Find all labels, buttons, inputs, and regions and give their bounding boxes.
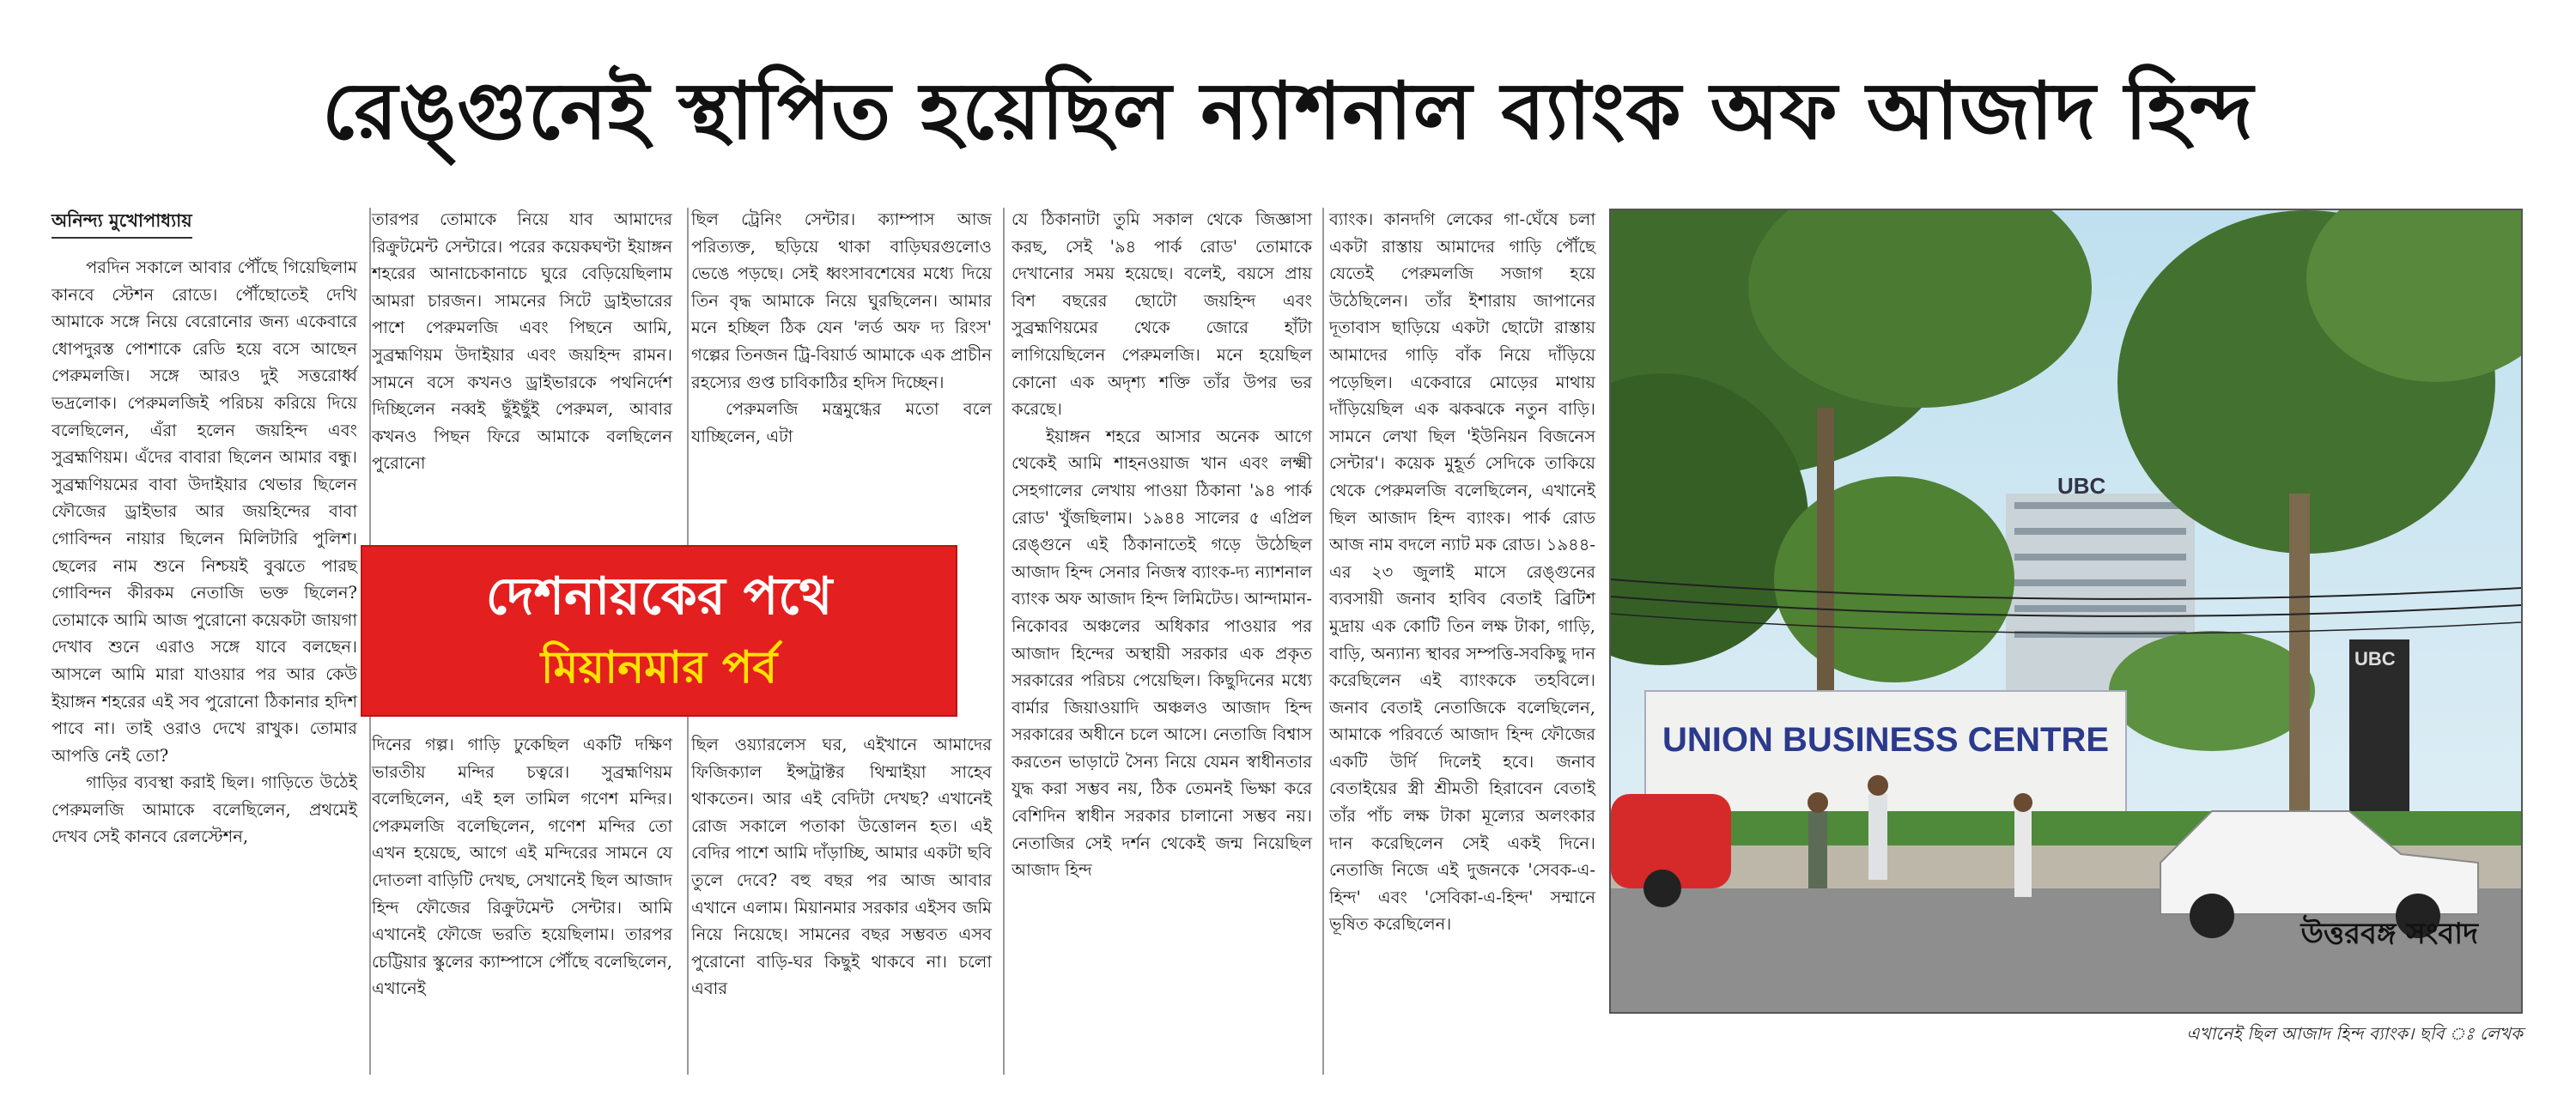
building-sign: UNION BUSINESS CENTRE xyxy=(1662,721,2110,759)
article-column-2 xyxy=(372,206,672,477)
paragraph: পরদিন সকালে আবার পৌঁছে গিয়েছিলাম কানবে স্টেশন রোডে। পৌঁছোতেই দেখি আমাকে সঙ্গে নিয়ে বেরোনোর জন্য একেবারে ধোপদুরস্ত পোশাকে রেডি হয়ে বসে আছেন পেরুমলজি। সঙ্গে আরও দুই সত্তরোর্ধ্ব ভদ্রলোক। পেরুমলজিই পরিচয় করিয়ে দিয়ে বলেছিলেন, এঁরা হলেন জয়হিন্দ এবং সুব্রহ্মণিয়ম। এঁদের বাবারা ছিলেন আমার বন্ধু। সুব্রহ্মণিয়মের বাবা উদাইয়ার থেভার ছিলেন ফৌজের ড্রাইভার আর জয়হিন্দের বাবা গোবিন্দন নায়ার ছিলেন মিলিটারি পুলিশ। ছেলের নাম শুনে নিশ্চয়ই বুঝতে পারছ গোবিন্দন কীরকম নেতাজি ভক্ত ছিলেন? তোমাকে আমি আজ পুরোনো কয়েকটা জায়গা দেখাব শুনে এরাও সঙ্গে যাবে বলছেন। আসলে আমি মারা যাওয়ার পর আর কেউ ইয়াঙ্গন শহরের এই সব পুরোনো ঠিকানার হদিশ পাবে না। তাই ওরাও দেখে রাখুক। তোমার আপত্তি নেই তো? xyxy=(52,258,357,766)
paragraph: ব্যাংক। কানদগি লেকের গা-ঘেঁষে চলা একটা রাস্তায় আমাদের গাড়ি পৌঁছে যেতেই পেরুমলজি সজাগ হয়ে উঠেছিলেন। তাঁর ইশারায় জাপানের দূতাবাস ছাড়িয়ে একটা ছোটো রাস্তায় আমাদের গাড়ি বাঁক নিয়ে দাঁড়িয়ে পড়েছিল। একেবারে মোড়ের মাথায় দাঁড়িয়েছিল এক ঝকঝকে নতুন বাড়ি। সামনে লেখা ছিল 'ইউনিয়ন বিজনেস সেন্টার'। কয়েক মুহূর্ত সেদিকে তাকিয়ে থেকে পেরুমলজি বলেছিলেন, এখানেই ছিল আজাদ হিন্দ ব্যাংক। পার্ক রোড আজ নাম বদলে ন্যাট মক রোড। ১৯৪৪-এর ২৩ জুলাই মাসে রেঙ্গুনের ব্যবসায়ী জনাব হাবিব বেতাই ব্রিটিশ মুদ্রায় এক কোটি তিন লক্ষ টাকা, গাড়ি, বাড়ি, অন্যান্য স্থাবর সম্পত্তি-সবকিছু দান করেছিলেন এই ব্যাংককে তহবিলে। জনাব বেতাই নেতাজিকে বলেছিলেন, আমাকে পরিবর্তে আজাদ হিন্দ ফৌজের একটি উর্দি দিলেই হবে। জনাব বেতাইয়ের স্ত্রী শ্রীমতী হিরাবেন বেতাই তাঁর পাঁচ লক্ষ টাকা মূল্যের অলংকার দান করেছিলেন সেই একই দিনে। নেতাজি নিজে এই দুজনকে 'সেবক-এ-হিন্দ' এবং 'সেবিকা-এ-হিন্দ' সম্মানে ভূষিত করেছিলেন। xyxy=(1329,209,1595,935)
article-column-3-lower xyxy=(691,731,992,1003)
building-logo: UBC xyxy=(2057,473,2106,499)
paragraph: যে ঠিকানাটা তুমি সকাল থেকে জিজ্ঞাসা করছ, সেই '৯৪ পার্ক রোড' তোমাকে দেখানোর সময় হয়েছে। বলেই, বয়সে প্রায় বিশ বছরের ছোটো জয়হিন্দ এবং সুব্রহ্মণিয়মের থেকে জোরে হাঁটা লাগিয়েছিলেন পেরুমলজি। মনে হয়েছিল কোনো এক অদৃশ্য শক্তি তাঁর উপর ভর করেছে। xyxy=(1012,209,1312,420)
article-column-2-lower xyxy=(372,731,672,1003)
tower-logo: UBC xyxy=(2354,648,2396,670)
article-photo xyxy=(1609,209,2523,1014)
paragraph: ছিল ওয়্যারলেস ঘর, এইখানে আমাদের ফিজিক্যাল ইন্সট্রাক্টর থিম্মাইয়া সাহেব থাকতেন। আর এই বেদিটা দেখছ? এখানেই রোজ সকালে পতাকা উত্তোলন হত। এই বেদির পাশে আমি দাঁড়াচ্ছি, আমার একটা ছবি তুলে দেবে? বহু বছর পর আজ আবার এখানে এলাম। মিয়ানমার সরকার এইসব জমি নিয়ে নিয়েছে। সামনের বছর সম্ভবত এসব পুরোনো বাড়ি-ঘর কিছুই থাকবে না। চলো এবার xyxy=(691,735,992,999)
banner-title: দেশনায়কের পথে xyxy=(485,567,833,627)
column-rule xyxy=(1003,208,1005,1075)
paragraph: তারপর তোমাকে নিয়ে যাব আমাদের রিক্রুটমেন্ট সেন্টারে। পরের কয়েকঘণ্টা ইয়াঙ্গন শহরের আনাচেকানাচে ঘুরে বেড়িয়েছিলাম আমরা চারজন। সামনের সিটে ড্রাইভারের পাশে পেরুমলজি এবং পিছনে আমি, সুব্রহ্মণিয়ম উদাইয়ার এবং জয়হিন্দ রামন। সামনে বসে কখনও ড্রাইভারকে পথনির্দেশ দিচ্ছিলেন নব্বই ছুঁইছুঁই পেরুমল, আবার কখনও পিছন ফিরে আমাকে বলছিলেন পুরোনো xyxy=(372,209,672,474)
series-banner xyxy=(361,545,957,717)
paragraph: দিনের গল্প। গাড়ি ঢুকেছিল একটি দক্ষিণ ভারতীয় মন্দির চত্বরে। সুব্রহ্মণিয়ম বলেছিলেন, এই হল তামিল গণেশ মন্দির। পেরুমলজি বলেছিলেন, গণেশ মন্দির তো এখন হয়েছে, আগে এই মন্দিরের সামনে যে দোতলা বাড়িটি দেখছ, সেখানেই ছিল আজাদ হিন্দ ফৌজের রিক্রুটমেন্ট সেন্টার। আমি এখানেই ফৌজে ভরতি হয়েছিলাম। তারপর চেট্টিয়ার স্কুলের ক্যাম্পাসে পৌঁছে বলেছিলেন, এখানেই xyxy=(372,735,672,999)
headline: রেঙ্গুনেই স্থাপিত হয়েছিল ন্যাশনাল ব্যাংক অফ আজাদ হিন্দ xyxy=(322,65,2254,157)
article-column-3 xyxy=(691,206,992,450)
article-column-1 xyxy=(52,206,357,851)
paragraph: পেরুমলজি মন্ত্রমুগ্ধের মতো বলে যাচ্ছিলেন, এটা xyxy=(691,399,992,446)
paragraph: গাড়ির ব্যবস্থা করাই ছিল। গাড়িতে উঠেই পেরুমলজি আমাকে বলেছিলেন, প্রথমেই দেখব সেই কানবে রেলস্টেশন, xyxy=(52,773,357,847)
article-column-5 xyxy=(1329,206,1595,938)
paragraph: ছিল ট্রেনিং সেন্টার। ক্যাম্পাস আজ পরিত্যক্ত, ছড়িয়ে থাকা বাড়িঘরগুলোও ভেঙে পড়ছে। সেই ধ্বংসাবশেষের মধ্যে দিয়ে তিন বৃদ্ধ আমাকে নিয়ে ঘুরছিলেন। আমার মনে হচ্ছিল ঠিক যেন 'লর্ড অফ দ্য রিংস' গল্পের তিনজন ট্রি-বিয়ার্ড আমাকে এক প্রাচীন রহস্যের গুপ্ত চাবিকাঠির হদিস দিচ্ছেন। xyxy=(691,209,992,392)
paragraph: ইয়াঙ্গন শহরে আসার অনেক আগে থেকেই আমি শাহনওয়াজ খান এবং লক্ষ্মী সেহগালের লেখায় পাওয়া ঠিকানা '৯৪ পার্ক রোড' খুঁজছিলাম। ১৯৪৪ সালের ৫ এপ্রিল রেঙ্গুনে এই ঠিকানাতেই গড়ে উঠেছিল আজাদ হিন্দ সেনার নিজস্ব ব্যাংক-দ্য ন্যাশনাল ব্যাংক অফ আজাদ হিন্দ লিমিটেড। আন্দামান-নিকোবর অঞ্চলের অধিকার পাওয়ার পর আজাদ হিন্দের অস্থায়ী সরকার এক প্রকৃত সরকারের পরিচয় পেয়েছিল। কিছুদিনের মধ্যে বার্মার জিয়াওয়াদি অঞ্চলও আজাদ হিন্দ সরকারের অধীনে চলে আসে। নেতাজি বিশ্বাস করতেন ভাড়াটে সৈন্য নিয়ে যেমন স্বাধীনতার যুদ্ধ করা সম্ভব নয়, ঠিক তেমনই ভিক্ষা করে বেশিদিন স্বাধীন সরকার চালানো সম্ভব নয়। নেতাজির সেই দর্শন থেকেই জন্ম নিয়েছিল আজাদ হিন্দ xyxy=(1012,426,1312,881)
photo-watermark: উত্তরবঙ্গ সংবাদ xyxy=(2300,917,2478,951)
banner-subtitle: মিয়ানমার পর্ব xyxy=(540,642,778,694)
street-scene-image xyxy=(1611,210,2521,1012)
byline: অনিন্দ্য মুখোপাধ্যায় xyxy=(52,206,192,239)
photo-caption: এখানেই ছিল আজাদ হিন্দ ব্যাংক। ছবি ঃ লেখক xyxy=(2186,1023,2523,1044)
article-column-4 xyxy=(1012,206,1312,884)
column-rule xyxy=(1322,208,1324,1075)
